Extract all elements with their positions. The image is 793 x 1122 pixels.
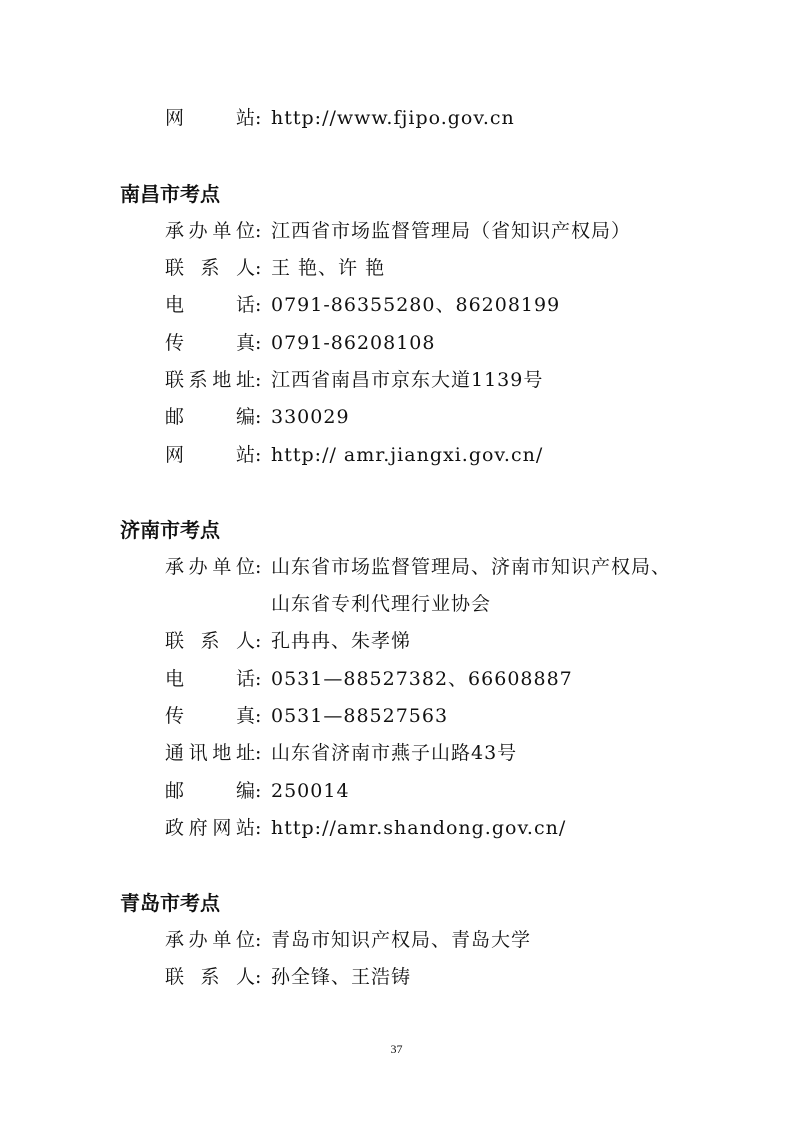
jinan-website-row: 政府网站: http://amr.shandong.gov.cn/: [165, 817, 567, 839]
qingdao-host-row: 承办单位: 青岛市知识产权局、青岛大学: [165, 929, 532, 951]
fuzhou-website-row: [165, 105, 515, 131]
address-label: 通讯地址: [165, 742, 255, 764]
jinan-heading: 济南市考点: [120, 518, 220, 542]
postcode-label: 邮 编: [165, 780, 255, 802]
nanchang-address-row: 联系地址: 江西省南昌市京东大道1139号: [165, 369, 544, 391]
host-value-line1: 山东省市场监督管理局、济南市知识产权局、: [271, 556, 672, 578]
fax-value: 0531—88527563: [271, 705, 449, 727]
website-label: 网 站: [165, 107, 255, 129]
host-label: 承办单位: [165, 556, 255, 578]
nanchang-host-row: 承办单位: 江西省市场监督管理局（省知识产权局）: [165, 220, 632, 242]
page-number: 37: [390, 1042, 403, 1056]
phone-value: 0791-86355280、86208199: [271, 294, 561, 316]
contact-value: 孙全锋、王浩铸: [271, 966, 412, 988]
nanchang-fax-row: 传 真: 0791-86208108: [165, 332, 436, 354]
host-value: 江西省市场监督管理局（省知识产权局）: [271, 220, 632, 242]
website-value[interactable]: http:// amr.jiangxi.gov.cn/: [271, 444, 544, 466]
jinan-fax-row: 传 真: 0531—88527563: [165, 705, 449, 727]
contact-label: 联 系 人: [165, 966, 255, 988]
fax-label: 传 真: [165, 332, 255, 354]
nanchang-contact-row: 联 系 人: 王 艳、许 艳: [165, 257, 386, 279]
address-label: 联系地址: [165, 369, 255, 391]
address-value: 山东省济南市燕子山路43号: [271, 742, 518, 764]
postcode-label: 邮 编: [165, 406, 255, 428]
website-label: 政府网站: [165, 817, 255, 839]
contact-label: 联 系 人: [165, 257, 255, 279]
host-label: 承办单位: [165, 220, 255, 242]
website-value[interactable]: http://amr.shandong.gov.cn/: [271, 817, 567, 839]
contact-label: 联 系 人: [165, 630, 255, 652]
website-value[interactable]: http://www.fjipo.gov.cn: [271, 107, 515, 129]
host-value-line2: 山东省专利代理行业协会: [271, 593, 492, 615]
contact-value: 王 艳、许 艳: [271, 257, 386, 279]
postcode-value: 250014: [271, 780, 350, 802]
fax-label: 传 真: [165, 705, 255, 727]
nanchang-postcode-row: 邮 编: 330029: [165, 406, 350, 428]
postcode-value: 330029: [271, 406, 350, 428]
nanchang-website-row: 网 站: http:// amr.jiangxi.gov.cn/: [165, 444, 544, 466]
jinan-postcode-row: 邮 编: 250014: [165, 780, 350, 802]
nanchang-heading: 南昌市考点: [120, 182, 220, 206]
phone-value: 0531—88527382、66608887: [271, 668, 573, 690]
contact-value: 孔冉冉、朱孝悌: [271, 630, 412, 652]
colon: :: [255, 107, 262, 129]
fax-value: 0791-86208108: [271, 332, 436, 354]
qingdao-contact-row: 联 系 人: 孙全锋、王浩铸: [165, 966, 412, 988]
phone-label: 电 话: [165, 294, 255, 316]
website-label: 网 站: [165, 444, 255, 466]
host-value: 青岛市知识产权局、青岛大学: [271, 929, 532, 951]
jinan-host-row: 承办单位: 山东省市场监督管理局、济南市知识产权局、: [165, 556, 672, 578]
jinan-address-row: 通讯地址: 山东省济南市燕子山路43号: [165, 742, 518, 764]
address-value: 江西省南昌市京东大道1139号: [271, 369, 544, 391]
qingdao-heading: 青岛市考点: [120, 891, 220, 915]
jinan-contact-row: 联 系 人: 孔冉冉、朱孝悌: [165, 630, 412, 652]
jinan-phone-row: 电 话: 0531—88527382、66608887: [165, 668, 573, 690]
host-label: 承办单位: [165, 929, 255, 951]
phone-label: 电 话: [165, 668, 255, 690]
nanchang-phone-row: 电 话: 0791-86355280、86208199: [165, 294, 561, 316]
